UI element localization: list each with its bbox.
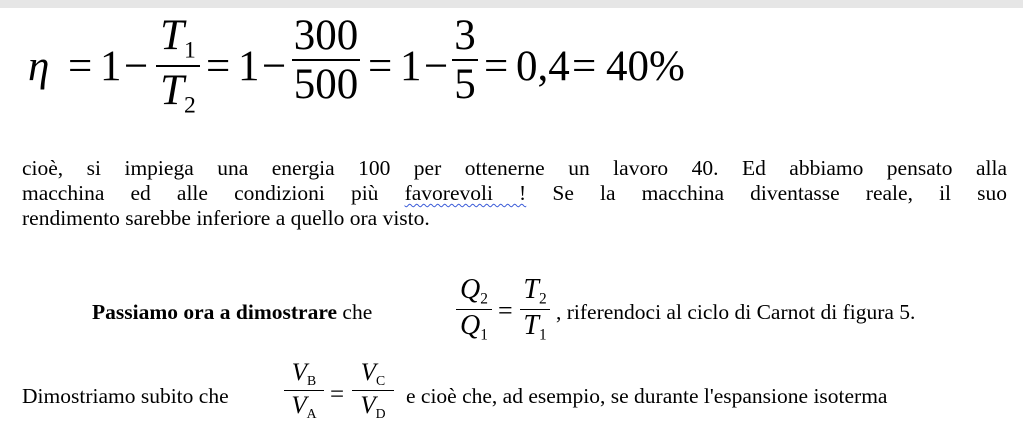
- minus-sign: −: [424, 43, 449, 90]
- equals-sign: =: [368, 43, 393, 90]
- numerator-300: 300: [293, 12, 359, 59]
- text-line: e cioè che, ad esempio, se durante l'espansione isoterma: [406, 384, 888, 408]
- denominator-500: 500: [293, 61, 359, 108]
- equals-sign: =: [330, 381, 345, 408]
- value-0-4: 0,4: [516, 43, 570, 90]
- denominator-5: 5: [454, 61, 476, 108]
- equals-sign: =: [68, 43, 93, 90]
- equals-sign: =: [572, 43, 597, 90]
- text-line: Passiamo ora a dimostrare che: [92, 300, 373, 324]
- equals-sign: =: [498, 296, 513, 325]
- equals-sign: =: [484, 43, 509, 90]
- numerator-3: 3: [454, 12, 476, 59]
- fraction-t2-t1: $T_2$ $T_1$: [520, 276, 550, 343]
- minus-sign: −: [124, 43, 149, 90]
- bold-phrase: Passiamo ora a dimostrare: [92, 300, 338, 324]
- paragraph-demonstration-intro: [22, 276, 1007, 358]
- equals-sign: =: [206, 43, 231, 90]
- spellcheck-word[interactable]: favorevoli !: [404, 181, 527, 205]
- minus-sign: −: [262, 43, 287, 90]
- text-line: rendimento sarebbe inferiore a quello ora visto.: [22, 206, 430, 230]
- text-line: , riferendoci al ciclo di Carnot di figura 5.: [556, 300, 916, 324]
- window-top-bar: [0, 0, 1023, 8]
- fraction-300-500: [292, 14, 360, 106]
- fraction-t1-t2: [156, 14, 200, 118]
- text-line: Dimostriamo subito che: [22, 384, 229, 408]
- text-line: cioè, si impiega una energia 100 per ottenerne un lavoro 40. Ed abbiamo pensato alla: [22, 156, 1007, 180]
- fraction-vc-vd: $V_C$ $V_D$: [352, 360, 394, 420]
- paragraph-efficiency-explanation: [22, 156, 1007, 231]
- fraction-3-5: [452, 14, 478, 106]
- text-line: macchina ed alle condizioni più favorevoli ! Se la macchina diventasse reale, il suo: [22, 181, 1008, 205]
- numerator-t1: $T_1$: [160, 12, 196, 64]
- fraction-q2-q1: $Q_2$ $Q_1$: [456, 276, 492, 343]
- fraction-vb-va: $V_B$ $V_A$: [284, 360, 324, 420]
- efficiency-equation: [22, 12, 685, 124]
- value-40-percent: 40%: [606, 43, 685, 90]
- one: 1: [100, 43, 122, 90]
- eta-symbol: η: [28, 43, 50, 90]
- one: 1: [238, 43, 260, 90]
- one: 1: [400, 43, 422, 90]
- denominator-t2: $T_2$: [160, 66, 196, 119]
- paragraph-volume-ratio: [22, 360, 1007, 432]
